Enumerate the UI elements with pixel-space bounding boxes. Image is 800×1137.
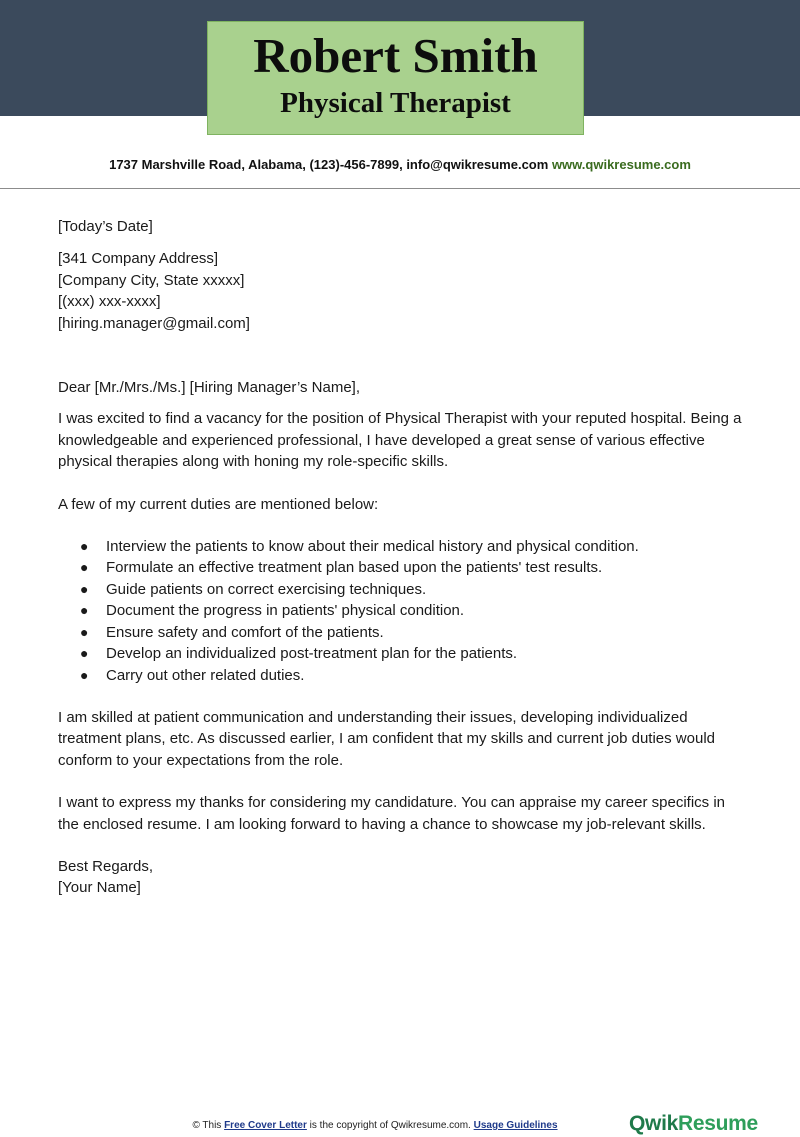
signature: [Your Name] [58,879,141,897]
address-line: [(xxx) xxx-xxxx] [58,293,161,311]
bullet-icon: ● [80,623,89,640]
list-item [80,600,748,621]
usage-guidelines-link[interactable]: Usage Guidelines [473,1120,558,1131]
closing: Best Regards, [58,857,154,875]
header-divider [0,188,800,189]
logo-part-qwik: Qwik [629,1112,678,1135]
thanks-paragraph: I want to express my thanks for considering my candidature. You can appraise my career specifics in the enclosed resume. I am looking forward to having a chance to showcase my job-relevant skills. [58,794,725,833]
free-cover-letter-link[interactable]: Free Cover Letter [224,1120,307,1131]
list-item [80,557,748,578]
bullet-icon: ● [80,559,89,576]
duty-text: Interview the patients to know about their medical history and physical condition. [106,538,639,556]
list-item [80,622,748,643]
applicant-name: Robert Smith [253,28,538,83]
intro-paragraph: I was excited to find a vacancy for the position of Physical Therapist with your reputed hospital. Being a knowledgeable and experienced professional, I have developed a great sense of various effective physical therapies along with honing my role-specific skills. [58,410,742,471]
list-item [80,665,748,686]
letter-body [58,216,748,899]
duties-intro: A few of my current duties are mentioned below: [58,495,379,513]
bullet-icon: ● [80,538,89,555]
duty-text: Document the progress in patients' physical condition. [106,602,465,620]
contact-details: 1737 Marshville Road, Alabama, (123)-456-7899, info@qwikresume.com [109,157,549,172]
name-title-box [207,21,584,135]
recipient-address [58,248,748,334]
list-item [80,579,748,600]
qwikresume-logo[interactable] [629,1111,758,1137]
website-link[interactable]: www.qwikresume.com [551,157,691,172]
salutation: Dear [Mr./Mrs./Ms.] [Hiring Manager’s Name], [58,379,361,397]
duty-text: Develop an individualized post-treatment plan for the patients. [106,645,518,663]
logo-part-resume: Resume [677,1112,758,1135]
letter-date: [Today’s Date] [58,218,153,235]
bullet-icon: ● [80,580,89,597]
duty-text: Formulate an effective treatment plan based upon the patients' test results. [106,559,603,577]
bullet-icon: ● [80,645,89,662]
address-line: [hiring.manager@gmail.com] [58,314,250,332]
job-title: Physical Therapist [280,87,511,119]
duty-text: Carry out other related duties. [106,666,305,684]
footer-prefix: © This [192,1120,222,1131]
bullet-icon: ● [80,602,89,619]
list-item [80,643,748,664]
footer-middle: is the copyright of Qwikresume.com. [309,1120,471,1131]
duties-list [58,536,748,686]
bullet-icon: ● [80,666,89,683]
duty-text: Guide patients on correct exercising techniques. [106,580,427,598]
address-line: [341 Company Address] [58,250,219,268]
skills-paragraph: I am skilled at patient communication and understanding their issues, developing individualized treatment plans, etc. As discussed earlier, I am confident that my skills and current job duties would conform to your expectations from the role. [58,708,715,769]
duty-text: Ensure safety and comfort of the patients. [106,623,384,641]
address-line: [Company City, State xxxxx] [58,271,245,289]
contact-line [0,155,800,175]
list-item [80,536,748,557]
